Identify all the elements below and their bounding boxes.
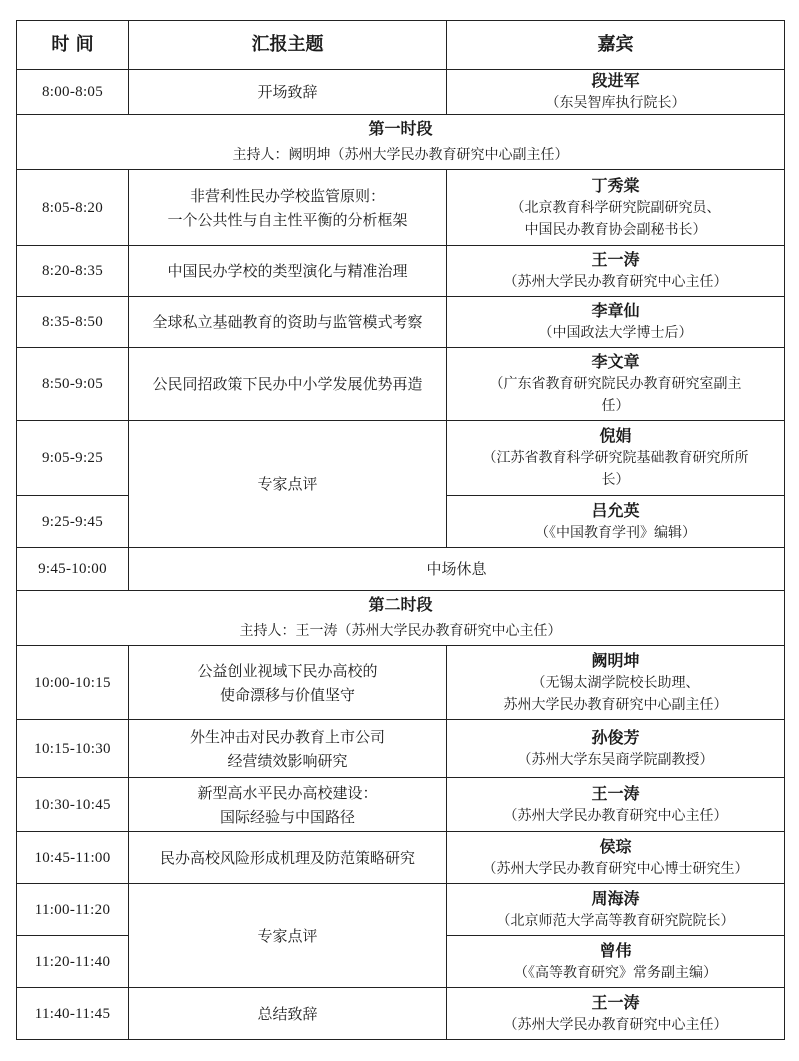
- time-cell: 10:30-10:45: [17, 778, 129, 832]
- table-row: [17, 778, 785, 832]
- guest-cell: [447, 348, 785, 421]
- guest-cell: [447, 720, 785, 778]
- topic-cell: [129, 348, 447, 421]
- time-cell: 9:25-9:45: [17, 496, 129, 548]
- guest-cell: [447, 421, 785, 496]
- guest-cell: [447, 246, 785, 297]
- table-row: [17, 421, 785, 496]
- guest-affiliation: 中国民办教育协会副秘书长）: [524, 221, 707, 238]
- guest-cell: [447, 170, 785, 246]
- topic-line: 全球私立基础教育的资助与监管模式考察: [152, 313, 423, 331]
- time-cell: 8:00-8:05: [17, 70, 129, 115]
- header-time: 时 间: [17, 21, 129, 70]
- guest-affiliation: （广东省教育研究院民办教育研究室副主: [489, 376, 742, 392]
- guest-name: 王一涛: [591, 992, 640, 1012]
- guest-affiliation: 长）: [601, 472, 630, 488]
- guest-affiliation: （北京教育科学研究院副研究员、: [510, 199, 721, 216]
- guest-cell: [447, 496, 785, 548]
- guest-name: 周海涛: [591, 888, 640, 908]
- time-cell: 9:45-10:00: [17, 548, 129, 591]
- topic-cell: [129, 646, 447, 720]
- topic-line: 非营利性民办学校监管原则：: [189, 186, 385, 205]
- section-row: [17, 591, 785, 646]
- guest-cell: [447, 884, 785, 936]
- section-cell: [17, 115, 785, 170]
- table-row: [17, 348, 785, 421]
- guest-affiliation: 任）: [601, 398, 630, 414]
- schedule-table: [16, 20, 785, 1040]
- table-row: [17, 884, 785, 936]
- guest-name: 段进军: [591, 71, 640, 90]
- topic-line: 使命漂移与价值坚守: [219, 685, 355, 704]
- guest-affiliation: （苏州大学东吴商学院副教授）: [517, 751, 714, 768]
- topic-line: 专家点评: [257, 926, 318, 945]
- time-cell: 11:20-11:40: [17, 936, 129, 988]
- guest-name: 侯琮: [599, 836, 632, 856]
- guest-affiliation: （苏州大学民办教育研究中心主任）: [503, 274, 728, 290]
- guest-affiliation: （苏州大学民办教育研究中心博士研究生）: [482, 860, 749, 877]
- guest-affiliation: （东吴智库执行院长）: [545, 95, 686, 111]
- section-host: 主持人：王一涛（苏州大学民办教育研究中心主任）: [239, 623, 562, 639]
- topic-cell: [129, 170, 447, 246]
- topic-line: 专家点评: [257, 475, 318, 493]
- guest-affiliation: （苏州大学民办教育研究中心主任）: [503, 1016, 728, 1033]
- time-cell: 8:20-8:35: [17, 246, 129, 297]
- time-cell: 9:05-9:25: [17, 421, 129, 496]
- guest-affiliation: （江苏省教育科学研究院基础教育研究所所: [482, 450, 749, 466]
- topic-cell: [129, 246, 447, 297]
- guest-cell: [447, 988, 785, 1040]
- guest-name: 李文章: [591, 352, 640, 371]
- table-row: [17, 720, 785, 778]
- guest-name: 曾伟: [599, 940, 632, 960]
- topic-line: 公民同招政策下民办中小学发展优势再造: [152, 375, 423, 393]
- guest-cell: [447, 70, 785, 115]
- guest-name: 阙明坤: [591, 650, 640, 670]
- topic-cell: [129, 832, 447, 884]
- guest-name: 吕允英: [591, 500, 640, 520]
- topic-cell: [129, 421, 447, 548]
- topic-line: 中国民办学校的类型演化与精准治理: [167, 262, 408, 280]
- guest-cell: [447, 778, 785, 832]
- table-row: [17, 832, 785, 884]
- section-row: [17, 115, 785, 170]
- guest-name: 倪娟: [599, 426, 632, 445]
- table-row: [17, 988, 785, 1040]
- header-topic: 汇报主题: [129, 21, 447, 70]
- header-row: [17, 21, 785, 70]
- topic-line: 公益创业视域下民办高校的: [197, 661, 378, 680]
- guest-name: 丁秀棠: [591, 175, 640, 195]
- section-title: 第一时段: [368, 119, 433, 138]
- table-row: [17, 297, 785, 348]
- time-cell: 11:40-11:45: [17, 988, 129, 1040]
- topic-line: 一个公共性与自主性平衡的分析框架: [167, 210, 408, 229]
- section-cell: [17, 591, 785, 646]
- topic-cell: [129, 70, 447, 115]
- break-cell: 中场休息: [129, 548, 785, 591]
- topic-line: 总结致辞: [257, 1004, 318, 1023]
- guest-affiliation: （《高等教育研究》常务副主编）: [514, 964, 717, 981]
- section-host: 主持人：阙明坤（苏州大学民办教育研究中心副主任）: [232, 147, 569, 163]
- table-row: [17, 548, 785, 591]
- table-row: [17, 246, 785, 297]
- guest-name: 李章仙: [591, 301, 640, 320]
- time-cell: 10:00-10:15: [17, 646, 129, 720]
- guest-name: 王一涛: [591, 783, 640, 803]
- time-cell: 10:15-10:30: [17, 720, 129, 778]
- table-row: [17, 170, 785, 246]
- guest-name: 孙俊芳: [591, 727, 640, 747]
- topic-cell: [129, 884, 447, 988]
- time-cell: 8:35-8:50: [17, 297, 129, 348]
- topic-cell: [129, 297, 447, 348]
- topic-cell: [129, 778, 447, 832]
- guest-affiliation: （苏州大学民办教育研究中心主任）: [503, 807, 728, 824]
- topic-line: 开场致辞: [257, 83, 318, 101]
- guest-affiliation: （《中国教育学刊》编辑）: [535, 524, 696, 541]
- topic-line: 新型高水平民办高校建设：: [197, 783, 378, 802]
- table-row: [17, 70, 785, 115]
- topic-line: 民办高校风险形成机理及防范策略研究: [159, 848, 415, 867]
- topic-line: 经营绩效影响研究: [227, 751, 348, 770]
- section-title: 第二时段: [368, 595, 433, 614]
- guest-affiliation: 苏州大学民办教育研究中心副主任）: [503, 696, 728, 713]
- topic-line: 外生冲击对民办教育上市公司: [189, 727, 385, 746]
- guest-cell: [447, 936, 785, 988]
- topic-cell: [129, 720, 447, 778]
- guest-affiliation: （无锡太湖学院校长助理、: [531, 674, 700, 691]
- time-cell: 8:05-8:20: [17, 170, 129, 246]
- guest-cell: [447, 646, 785, 720]
- table-row: [17, 646, 785, 720]
- time-cell: 11:00-11:20: [17, 884, 129, 936]
- time-cell: 8:50-9:05: [17, 348, 129, 421]
- time-cell: 10:45-11:00: [17, 832, 129, 884]
- topic-cell: [129, 988, 447, 1040]
- topic-line: 国际经验与中国路径: [219, 807, 355, 826]
- guest-affiliation: （中国政法大学博士后）: [538, 325, 693, 341]
- guest-affiliation: （北京师范大学高等教育研究院院长）: [496, 912, 735, 929]
- guest-name: 王一涛: [591, 250, 640, 269]
- header-guest: 嘉宾: [447, 21, 785, 70]
- guest-cell: [447, 297, 785, 348]
- guest-cell: [447, 832, 785, 884]
